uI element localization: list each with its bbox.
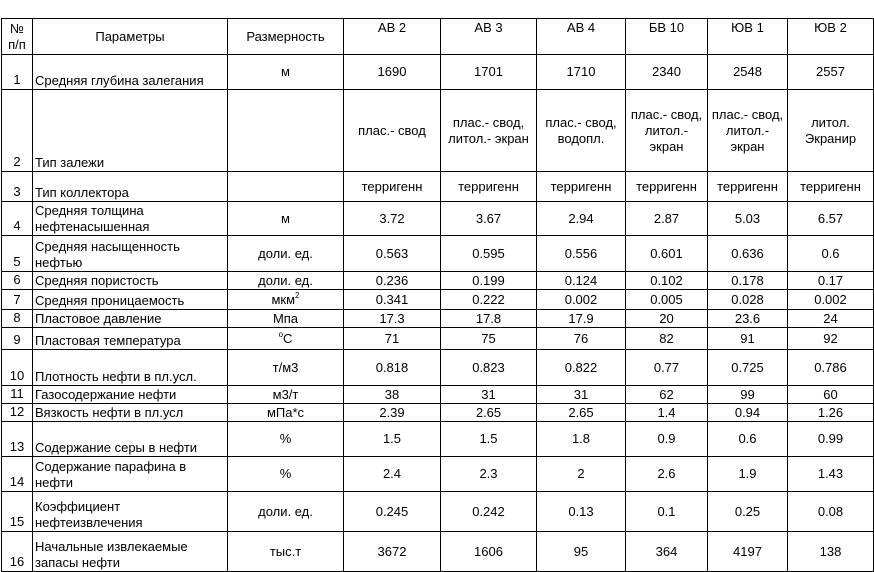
- parameter-name: Тип залежи: [33, 90, 228, 172]
- value-cell: 0.242: [441, 492, 537, 532]
- header-param: Параметры: [33, 19, 228, 55]
- value-cell: 76: [537, 328, 626, 350]
- value-cell: 0.1: [626, 492, 708, 532]
- value-cell: 0.002: [537, 290, 626, 310]
- value-cell: 1.43: [788, 457, 874, 492]
- value-cell: 364: [626, 532, 708, 572]
- value-cell: 3.67: [441, 202, 537, 236]
- header-num: № п/п: [2, 19, 33, 55]
- value-cell: 0.818: [344, 350, 441, 386]
- parameter-name: Коэффициент нефтеизвлечения: [33, 492, 228, 532]
- value-cell: 138: [788, 532, 874, 572]
- unit-label: м3/т: [272, 386, 299, 402]
- value-cell: 2.65: [537, 404, 626, 422]
- value-cell: 1606: [441, 532, 537, 572]
- unit-cell: [228, 55, 344, 90]
- value-cell: 2: [537, 457, 626, 492]
- value-cell: 2.94: [537, 202, 626, 236]
- unit-label: доли. ед.: [258, 245, 313, 261]
- value-cell: 82: [626, 328, 708, 350]
- value-cell: 20: [626, 310, 708, 328]
- unit-label: доли. ед.: [258, 272, 313, 288]
- value-cell: 2557: [788, 55, 874, 90]
- header-object: ЮВ 2: [788, 19, 874, 55]
- unit-label: доли. ед.: [258, 503, 313, 519]
- value-cell: 0.08: [788, 492, 874, 532]
- value-cell: 95: [537, 532, 626, 572]
- row-number: 7: [2, 290, 33, 310]
- value-cell: 1710: [537, 55, 626, 90]
- value-cell: 0.601: [626, 236, 708, 272]
- unit-cell: [228, 202, 344, 236]
- value-cell: 71: [344, 328, 441, 350]
- unit-label: тыс.т: [269, 543, 302, 559]
- value-cell: 24: [788, 310, 874, 328]
- value-cell: 0.178: [708, 272, 788, 290]
- value-cell: 0.6: [788, 236, 874, 272]
- value-cell: 0.222: [441, 290, 537, 310]
- value-cell: 2.39: [344, 404, 441, 422]
- parameter-name: Вязкость нефти в пл.усл: [33, 404, 228, 422]
- value-cell: 0.77: [626, 350, 708, 386]
- header-object: АВ 2: [344, 19, 441, 55]
- value-cell: 1.9: [708, 457, 788, 492]
- value-cell: плас.- свод, литол.- экран: [626, 90, 708, 172]
- header-object: АВ 3: [441, 19, 537, 55]
- value-cell: 0.245: [344, 492, 441, 532]
- value-cell: 1.8: [537, 422, 626, 457]
- value-cell: 0.94: [708, 404, 788, 422]
- value-cell: 4197: [708, 532, 788, 572]
- value-cell: 2.4: [344, 457, 441, 492]
- value-cell: 0.002: [788, 290, 874, 310]
- table-row: [2, 202, 874, 236]
- row-number: 6: [2, 272, 33, 290]
- unit-label: C: [283, 330, 293, 346]
- parameters-table: [1, 18, 874, 572]
- row-number: 3: [2, 172, 33, 202]
- parameter-name: Пластовая температура: [33, 328, 228, 350]
- value-cell: 92: [788, 328, 874, 350]
- value-cell: терригенн: [626, 172, 708, 202]
- value-cell: 0.17: [788, 272, 874, 290]
- row-number: 15: [2, 492, 33, 532]
- table-row: [2, 492, 874, 532]
- table-row: [2, 422, 874, 457]
- value-cell: 1.4: [626, 404, 708, 422]
- unit-cell: [228, 492, 344, 532]
- unit-label: м: [281, 210, 290, 226]
- unit-cell: [228, 172, 344, 202]
- header-object: БВ 10: [626, 19, 708, 55]
- value-cell: 3672: [344, 532, 441, 572]
- value-cell: 1.5: [344, 422, 441, 457]
- value-cell: 0.9: [626, 422, 708, 457]
- header-object: ЮВ 1: [708, 19, 788, 55]
- row-number: 9: [2, 328, 33, 350]
- parameter-name: Начальные извлекаемые запасы нефти: [33, 532, 228, 572]
- unit-cell: [228, 532, 344, 572]
- row-number: 1: [2, 55, 33, 90]
- unit-cell: [228, 404, 344, 422]
- value-cell: 0.124: [537, 272, 626, 290]
- header-row: [2, 19, 874, 55]
- unit-cell: [228, 290, 344, 310]
- value-cell: 31: [441, 386, 537, 404]
- value-cell: 2548: [708, 55, 788, 90]
- header-unit: Размерность: [228, 19, 344, 55]
- value-cell: 1.26: [788, 404, 874, 422]
- unit-label: Мпа: [272, 310, 299, 326]
- unit-cell: [228, 310, 344, 328]
- unit-superscript: 2: [295, 290, 300, 300]
- value-cell: литол. Экранир: [788, 90, 874, 172]
- unit-cell: [228, 272, 344, 290]
- value-cell: терригенн: [537, 172, 626, 202]
- unit-label: %: [279, 431, 292, 446]
- row-number: 13: [2, 422, 33, 457]
- value-cell: 0.725: [708, 350, 788, 386]
- value-cell: 0.102: [626, 272, 708, 290]
- value-cell: 17.8: [441, 310, 537, 328]
- value-cell: 0.595: [441, 236, 537, 272]
- value-cell: 1.5: [441, 422, 537, 457]
- table-row: [2, 90, 874, 172]
- table-row: [2, 272, 874, 290]
- table-row: [2, 236, 874, 272]
- unit-cell: [228, 328, 344, 350]
- value-cell: 0.563: [344, 236, 441, 272]
- parameter-name: Средняя пористость: [33, 272, 228, 290]
- value-cell: 1701: [441, 55, 537, 90]
- unit-label: м: [281, 64, 290, 79]
- table-row: [2, 386, 874, 404]
- value-cell: 75: [441, 328, 537, 350]
- value-cell: 0.028: [708, 290, 788, 310]
- parameter-name: Средняя глубина залегания: [33, 55, 228, 90]
- value-cell: 0.005: [626, 290, 708, 310]
- table-row: [2, 404, 874, 422]
- table-row: [2, 328, 874, 350]
- value-cell: 31: [537, 386, 626, 404]
- parameter-name: Средняя насыщенность нефтью: [33, 236, 228, 272]
- table-row: [2, 172, 874, 202]
- parameter-name: Содержание парафина в нефти: [33, 457, 228, 492]
- row-number: 8: [2, 310, 33, 328]
- value-cell: терригенн: [344, 172, 441, 202]
- value-cell: 5.03: [708, 202, 788, 236]
- table-row: [2, 532, 874, 572]
- value-cell: плас.- свод, водопл.: [537, 90, 626, 172]
- value-cell: 0.13: [537, 492, 626, 532]
- parameter-name: Газосодержание нефти: [33, 386, 228, 404]
- value-cell: плас.- свод, литол.- экран: [708, 90, 788, 172]
- parameter-name: Плотность нефти в пл.усл.: [33, 350, 228, 386]
- value-cell: плас.- свод: [344, 90, 441, 172]
- row-number: 16: [2, 532, 33, 572]
- value-cell: 91: [708, 328, 788, 350]
- value-cell: терригенн: [788, 172, 874, 202]
- value-cell: 17.3: [344, 310, 441, 328]
- value-cell: 0.236: [344, 272, 441, 290]
- unit-label: мкм: [271, 291, 296, 307]
- value-cell: терригенн: [441, 172, 537, 202]
- unit-cell: [228, 422, 344, 457]
- row-number: 11: [2, 386, 33, 404]
- value-cell: 38: [344, 386, 441, 404]
- parameter-name: Тип коллектора: [33, 172, 228, 202]
- value-cell: 0.25: [708, 492, 788, 532]
- row-number: 14: [2, 457, 33, 492]
- value-cell: 23.6: [708, 310, 788, 328]
- row-number: 2: [2, 90, 33, 172]
- unit-label: %: [279, 466, 292, 481]
- value-cell: 0.636: [708, 236, 788, 272]
- value-cell: 6.57: [788, 202, 874, 236]
- table-row: [2, 310, 874, 328]
- table-body: [2, 55, 874, 572]
- unit-label: мПа*с: [266, 404, 305, 420]
- value-cell: 0.199: [441, 272, 537, 290]
- table-row: [2, 55, 874, 90]
- table-row: [2, 350, 874, 386]
- value-cell: 2.3: [441, 457, 537, 492]
- value-cell: 17.9: [537, 310, 626, 328]
- row-number: 5: [2, 236, 33, 272]
- value-cell: 0.6: [708, 422, 788, 457]
- value-cell: плас.- свод, литол.- экран: [441, 90, 537, 172]
- value-cell: 1690: [344, 55, 441, 90]
- unit-cell: [228, 90, 344, 172]
- table-row: [2, 290, 874, 310]
- value-cell: 0.823: [441, 350, 537, 386]
- header-object: АВ 4: [537, 19, 626, 55]
- row-number: 12: [2, 404, 33, 422]
- parameter-name: Содержание серы в нефти: [33, 422, 228, 457]
- value-cell: 2.65: [441, 404, 537, 422]
- value-cell: 0.99: [788, 422, 874, 457]
- parameter-name: Средняя проницаемость: [33, 290, 228, 310]
- value-cell: 99: [708, 386, 788, 404]
- parameter-name: Пластовое давление: [33, 310, 228, 328]
- unit-cell: [228, 457, 344, 492]
- unit-cell: [228, 236, 344, 272]
- unit-superscript: o: [278, 329, 284, 339]
- value-cell: 2340: [626, 55, 708, 90]
- unit-label: т/м3: [272, 359, 299, 375]
- row-number: 4: [2, 202, 33, 236]
- value-cell: 3.72: [344, 202, 441, 236]
- parameter-name: Средняя толщина нефтенасышенная: [33, 202, 228, 236]
- unit-cell: [228, 386, 344, 404]
- unit-cell: [228, 350, 344, 386]
- value-cell: 0.822: [537, 350, 626, 386]
- value-cell: 62: [626, 386, 708, 404]
- value-cell: терригенн: [708, 172, 788, 202]
- value-cell: 2.6: [626, 457, 708, 492]
- value-cell: 2.87: [626, 202, 708, 236]
- value-cell: 0.786: [788, 350, 874, 386]
- row-number: 10: [2, 350, 33, 386]
- value-cell: 60: [788, 386, 874, 404]
- table-row: [2, 457, 874, 492]
- value-cell: 0.341: [344, 290, 441, 310]
- value-cell: 0.556: [537, 236, 626, 272]
